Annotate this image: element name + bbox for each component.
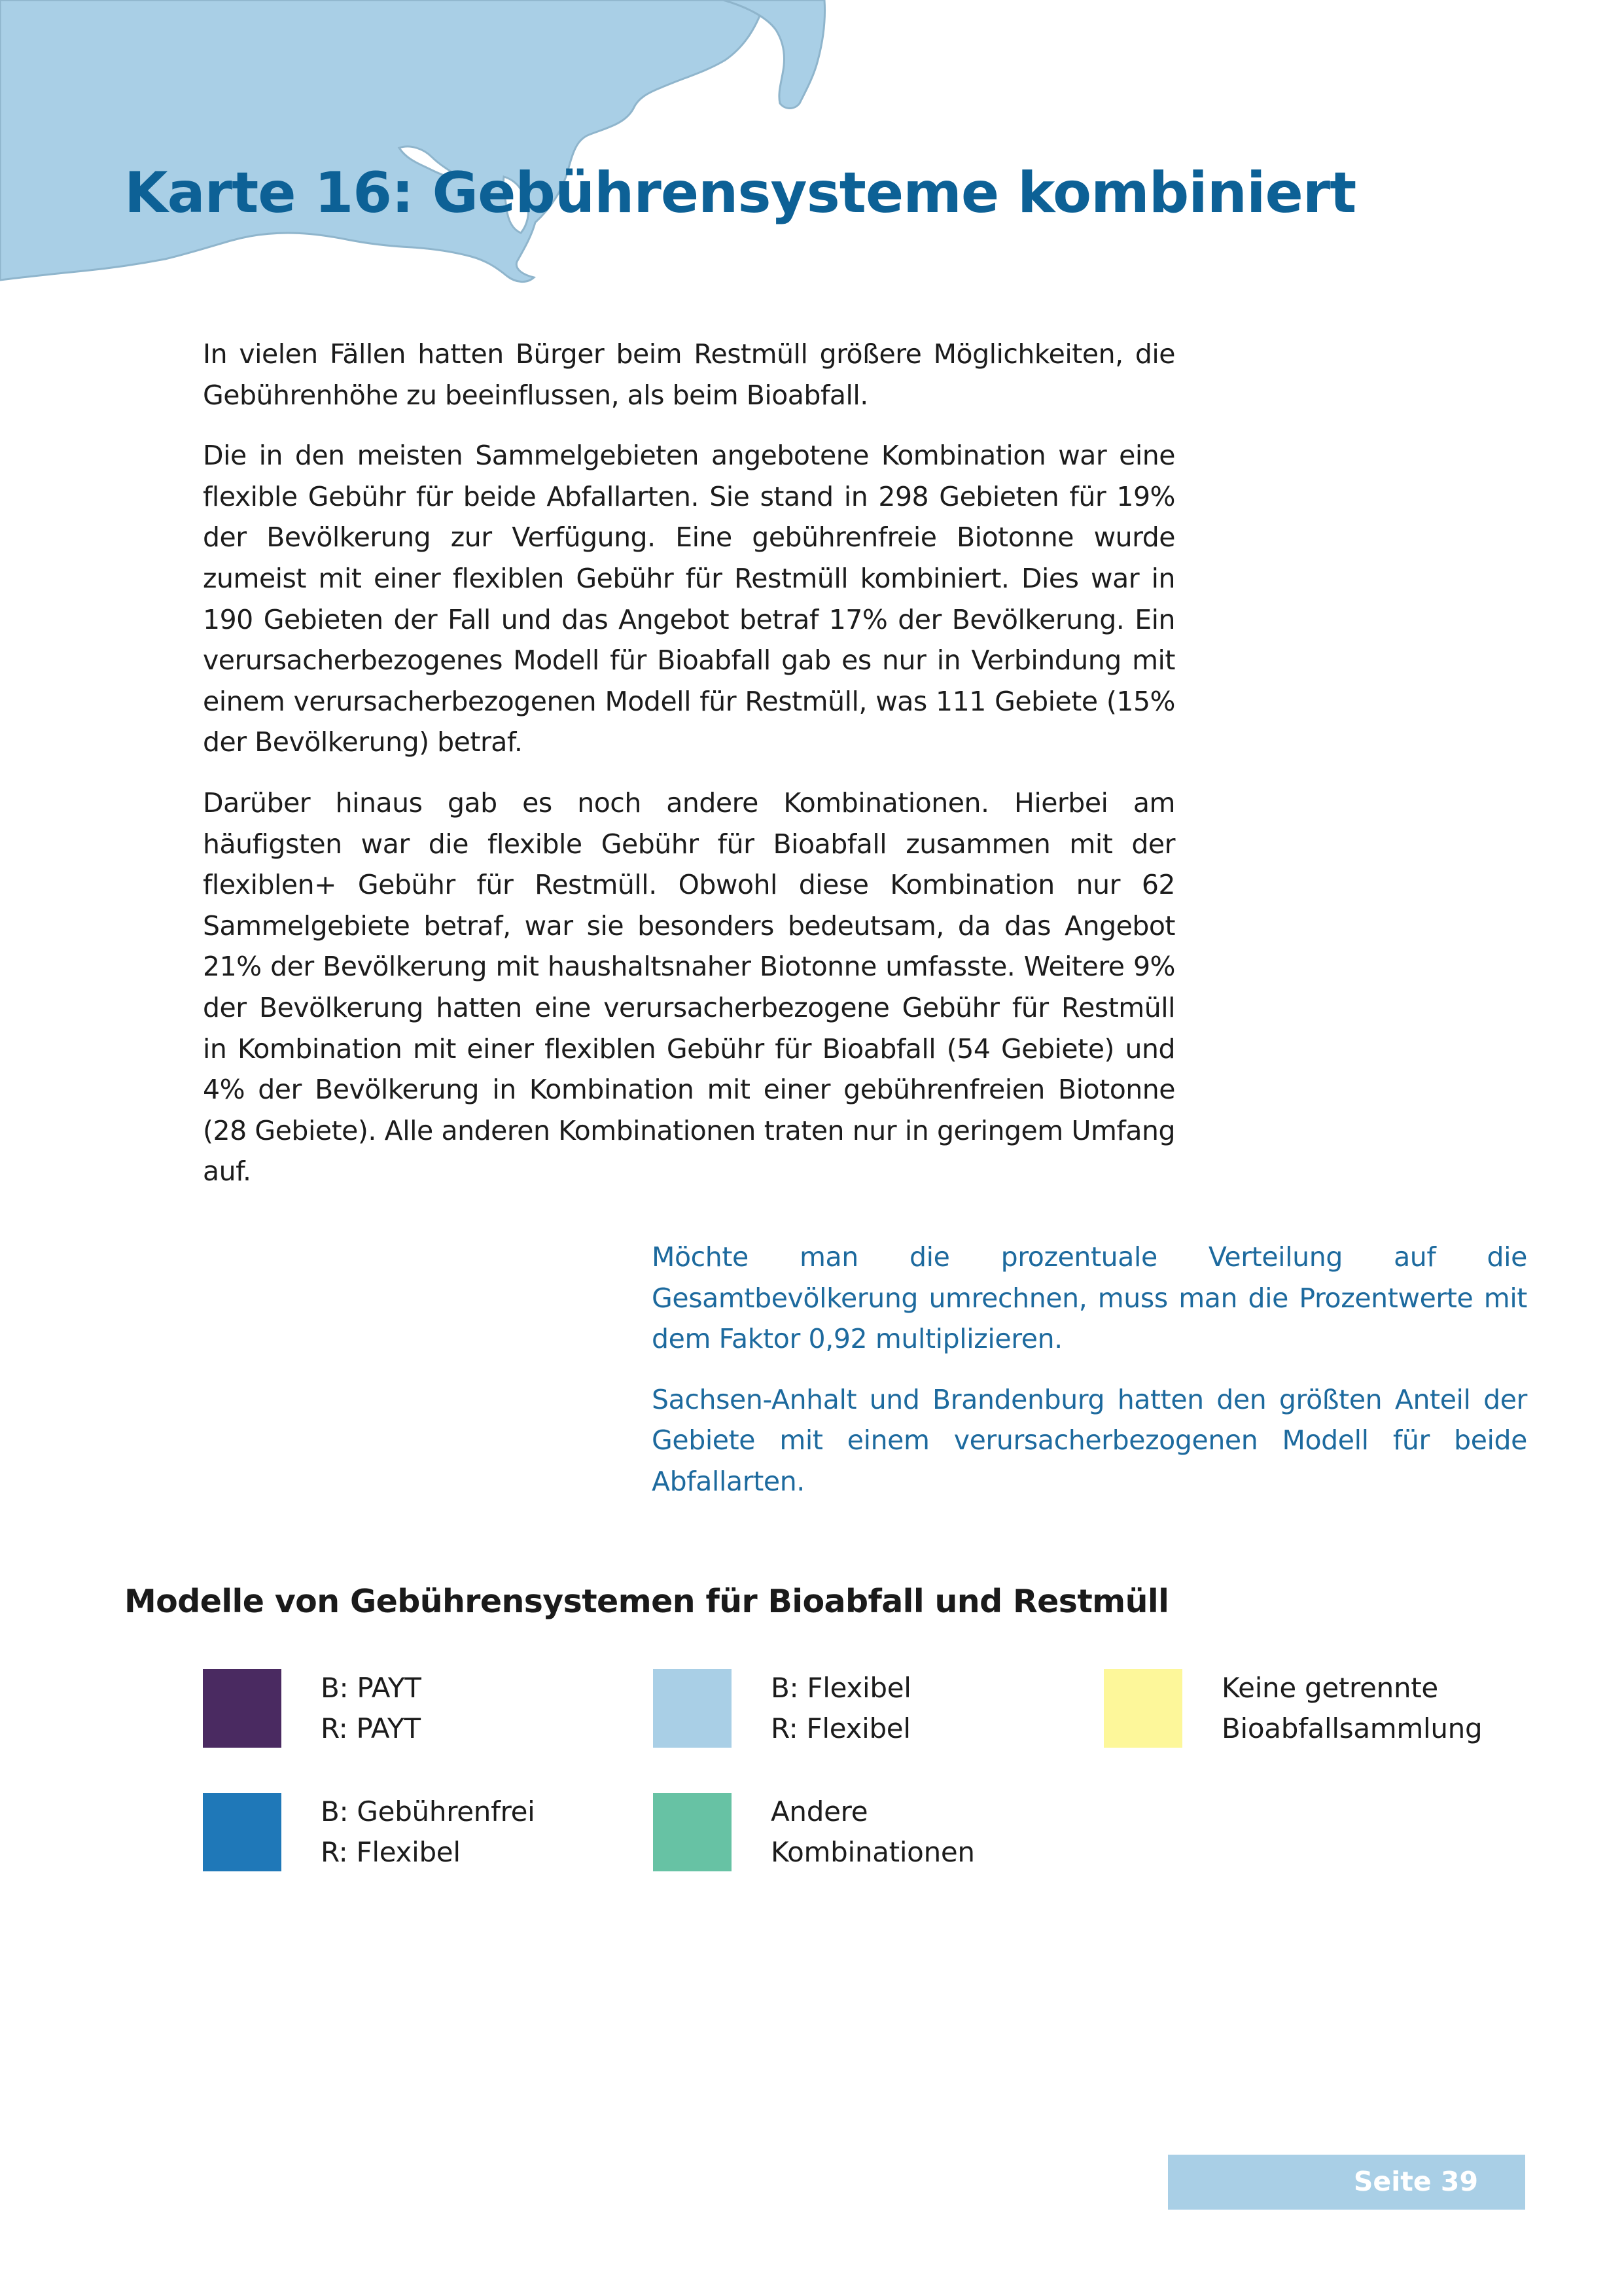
legend-label-line: R: Flexibel — [321, 1836, 461, 1868]
body-paragraph: Darüber hinaus gab es noch andere Kombinationen. Hierbei am häufigsten war die flexible Gebühr für Bioabfall zusammen mit der flexiblen+ Gebühr für Restmüll. Obwohl diese Kombination nur 62 Sammelgebiete betraf, war sie besonders bedeutsam, da das Angebot 21% der Bevölkerung mit haushaltsnaher Biotonne umfasste. Weitere 9% der Bevölkerung hatten eine verursacherbezogene Gebühr für Restmüll in Kombination mit einer flexiblen Gebühr für Bioabfall (54 Gebiete) und 4% der Bevölkerung in Kombination mit einer gebührenfreien Biotonne (28 Gebiete). Alle anderen Kombinationen traten nur in geringem Umfang auf. — [203, 786, 1175, 1188]
legend-label-line: B: PAYT — [321, 1672, 421, 1704]
legend-swatch — [203, 1793, 281, 1871]
page-title: Karte 16: Gebührensysteme kombiniert — [124, 160, 1356, 226]
legend-label-line: B: Flexibel — [771, 1672, 911, 1704]
body-paragraph: Die in den meisten Sammelgebieten angebotene Kombination war eine flexible Gebühr für beide Abfallarten. Sie stand in 298 Gebieten für 19% der Bevölkerung zur Verfügung. Eine gebührenfreie Biotonne wurde zumeist mit einer flexiblen Gebühr für Restmüll kombiniert. Dies war in 190 Gebieten der Fall und das Angebot betraf 17% der Bevölkerung. Ein verursacherbezogenes Modell für Bioabfall gab es nur in Verbindung mit einem verursacherbezogenen Modell für Restmüll, was 111 Gebiete (15% der Bevölkerung) betraf. — [203, 440, 1175, 758]
legend-label-line: Keine getrennte — [1222, 1672, 1438, 1704]
note-paragraph: Sachsen-Anhalt und Brandenburg hatten den größten Anteil der Gebiete mit einem verursacherbezogenen Modell für beide Abfallarten. — [652, 1383, 1527, 1497]
legend-label-line: Bioabfallsammlung — [1222, 1712, 1483, 1744]
legend-swatch — [203, 1669, 281, 1748]
legend-label-line: R: Flexibel — [771, 1712, 911, 1744]
legend-label — [771, 1792, 1111, 1873]
legend-label-line: R: PAYT — [321, 1712, 421, 1744]
body-paragraph: In vielen Fällen hatten Bürger beim Restmüll größere Möglichkeiten, die Gebührenhöhe zu beeinflussen, als beim Bioabfall. — [203, 338, 1175, 411]
coastline-map-icon — [0, 0, 916, 301]
legend-label — [321, 1668, 661, 1749]
legend-title: Modelle von Gebührensystemen für Bioabfall und Restmüll — [124, 1583, 1169, 1620]
legend-label — [321, 1792, 661, 1873]
legend-label-line: Andere — [771, 1795, 868, 1828]
body-text — [203, 334, 1175, 1212]
note-paragraph: Möchte man die prozentuale Verteilung auf die Gesamtbevölkerung umrechnen, muss man die Prozentwerte mit dem Faktor 0,92 multiplizieren. — [652, 1241, 1527, 1355]
legend-swatch — [653, 1793, 732, 1871]
legend-label-line: B: Gebührenfrei — [321, 1795, 535, 1828]
legend-label — [771, 1668, 1111, 1749]
legend-swatch — [1104, 1669, 1182, 1748]
legend-label — [1222, 1668, 1562, 1749]
page-footer — [1168, 2155, 1525, 2210]
legend-swatch — [653, 1669, 732, 1748]
side-note — [652, 1237, 1527, 1522]
legend-label-line: Kombinationen — [771, 1836, 975, 1868]
page-number: Seite 39 — [1353, 2166, 1478, 2197]
